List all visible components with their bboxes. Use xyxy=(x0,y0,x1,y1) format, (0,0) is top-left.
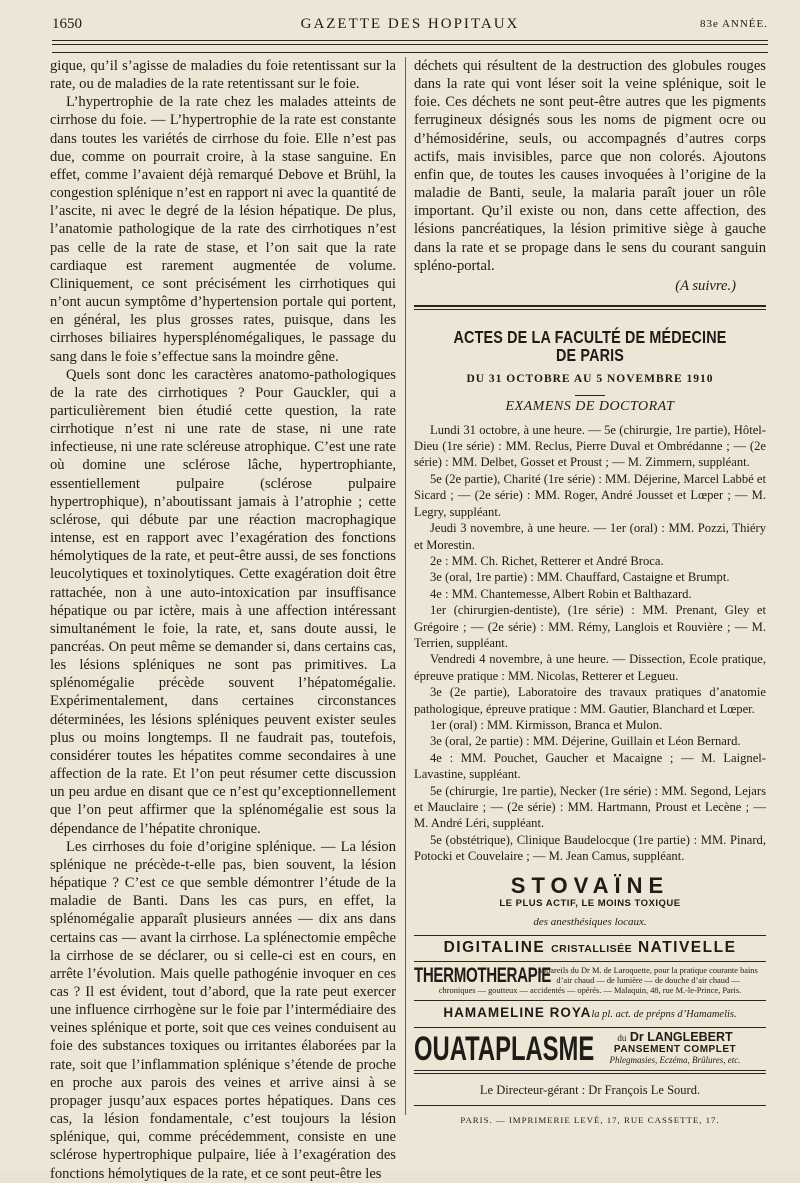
exam-entry: 3e (oral, 1re partie) : MM. Chauffard, Castaigne et Brumpt. xyxy=(430,570,730,585)
directeur-gerant: Le Directeur-gérant : Dr François Le Sourd. xyxy=(479,1083,701,1098)
ad-thermo-text-2: chroniques — goutteux — accidentés — opérés. — Malaquin, 48, rue M.-le-Prince, Paris. xyxy=(438,986,742,996)
advertisements xyxy=(414,872,766,1129)
ad-thermotherapie xyxy=(414,964,766,986)
page-number: 1650 xyxy=(52,16,82,32)
to-be-continued: (A suivre.) xyxy=(675,277,736,294)
exam-entry: 1er (oral) : MM. Kirmisson, Branca et Mulon. xyxy=(430,717,663,732)
ad-thermo-text: appareils du Dr M. de Laroquette, pour la pratique courante bains d’air chaud — de lumière — de douche d’air chaud — xyxy=(538,966,758,986)
printer-imprint: PARIS. — IMPRIMERIE LEVÉ, 17, RUE CASSETTE, 17. xyxy=(460,1114,720,1125)
ad-digitaline-b: CRISTALLISÉE xyxy=(551,943,633,956)
ad-hamameline-text: la pl. act. de prépns d’Hamamelis. xyxy=(591,1009,737,1021)
exam-entry: 3e (oral, 2e partie) : MM. Déjerine, Guillain et Léon Bernard. xyxy=(430,734,741,749)
ad-ouata-doctor: Dr LANGLEBERT xyxy=(629,1030,733,1045)
paragraph: gique, qu’il s’agisse de maladies du foie retentissant sur la rate, ou de maladies de la rate retentissant sur le foie. xyxy=(50,58,396,93)
exam-entry: 1er (chirurgien-dentiste), (1re série) : MM. Prenant, Gley et Grégoire ; — (2e série) : MM. Rémy, Langlois et Rouvière ; — M. Terrien, suppléant. xyxy=(414,603,766,650)
ad-ouataplasme xyxy=(414,1030,766,1068)
ad-rule xyxy=(414,961,766,962)
ad-digitaline-a: DIGITALINE xyxy=(443,939,546,957)
exam-entry: 4e : MM. Pouchet, Gaucher et Macaigne ; — M. Laignel-Lavastine, suppléant. xyxy=(414,750,766,782)
header-rule xyxy=(52,40,768,45)
right-column xyxy=(414,57,766,1129)
ad-ouata-line2: PANSEMENT COMPLET xyxy=(613,1044,737,1056)
exam-entry: 4e : MM. Chantemesse, Albert Robin et Balthazard. xyxy=(430,586,692,601)
exam-entry: 5e (2e partie), Charité (1re série) : MM. Déjerine, Marcel Labbé et Sicard ; — (2e série) : MM. Roger, André Jousset et Lœper ; — M. Legry, suppléant. xyxy=(414,471,766,519)
exam-entry: 5e (chirurgie, 1re partie), Necker (1re série) : MM. Segond, Lejars et Mauclaire ; — (2e série) : MM. Hartmann, Proust et Lecène ; — M. André Léri, suppléant. xyxy=(414,783,766,831)
ad-ouataplasme-title: OUATAPLASME xyxy=(414,1030,595,1069)
paragraph: Quels sont donc les caractères anatomo-pathologiques de la rate des cirrhotiques ? Pour Gauckler, qui a particulièrement bien étudié cette question, la rate cirrhotique n’est ni une rate de stase, ni une rate infectieuse, ni une rate scléreuse atrophique. C’est une rate où domine une sclérose lâche, hypertrophiante, essentiellement pulpaire (sclérose pulpaire hypertrophique), n’aboutissant jamais à l’atrophie ; cette sclérose, qui débute par une réaction macrophagique intense, est en rapport avec l’exagération des fonctions hémolytiques de la rate, et peut-être aussi, de ses fonctions leucolytiques et toxinolytiques. Cette exagération doit être rattachée, non à une auto-intoxication par insuffisance hépatique ou par ictère, mais à une affection intéressant simultanément le foie, la rate, et, sans doute aussi, le pancréas. On peut même se demander si, dans certains cas, les lésions spléniques ne sont pas primitives. La splénomégalie précède souvent l’hépatomégalie. Expérimentalement, dans certaines circonstances déterminées, les lésions spléniques peuvent exister seules plus ou moins longtemps. Il ne faudrait pas, toutefois, considérer toutes les hépatites comme secondaires à une affection de la rate. Et l’on peut résumer cette discussion un peu ardue en disant que ce n’est qu’exceptionnellement que l’on peut affirmer que la splénomégalie est sous la dépendance de l’hépatite chronique. xyxy=(50,366,396,837)
ad-ouata-du: du xyxy=(617,1033,627,1044)
exam-entry: Jeudi 3 novembre, à une heure. — 1er (oral) : MM. Pozzi, Thiéry et Morestin. xyxy=(414,521,766,552)
ad-rule xyxy=(414,1070,766,1071)
exam-list xyxy=(414,422,766,865)
ad-rule xyxy=(414,1105,766,1106)
exam-entry: Lundi 31 octobre, à une heure. — 5e (chirurgie, 1re partie), Hôtel-Dieu (1re série) : MM. Reclus, Pierre Duval et Ombrédanne ; — (2e série) : MM. Delbet, Gosset et Proust ; — M. Zimmern, suppléant. xyxy=(414,422,766,470)
section-rule xyxy=(414,305,766,310)
left-column xyxy=(50,57,396,1183)
ad-stovaine-tagline: LE PLUS ACTIF, LE MOINS TOXIQUE xyxy=(499,897,681,909)
exam-entry: Vendredi 4 novembre, à une heure. — Dissection, Ecole pratique, épreuve pratique : MM. Nicolas, Retterer et Legueu. xyxy=(414,652,766,683)
exam-heading: EXAMENS DE DOCTORAT xyxy=(505,398,675,414)
ad-rule xyxy=(414,1000,766,1001)
ad-ouata-line3: Phlegmasies, Eczéma, Brûlures, etc. xyxy=(609,1055,741,1066)
header-rule-thin xyxy=(52,52,768,53)
exam-entry: 3e (2e partie), Laboratoire des travaux pratiques d’anatomie pathologique, épreuve pratique : MM. Gautier, Blanchard et Lœper. xyxy=(414,685,766,716)
paragraph: Les cirrhoses du foie d’origine splénique. — La lésion splénique ne précède-t-elle pas, bien souvent, la lésion hépatique ? C’est ce que semble démontrer l’étude de la maladie de Banti. Dans les cas purs, en effet, la splénomégalie apparaît plusieurs années — dix ans dans certains cas — avant la cirrhose. La splénectomie empêche la cirrhose de se déclarer, ou si celle-ci est en cours, en arrête l’évolution. Mais quelle pathogénie invoquer en ces cas ? Il est évident, tout d’abord, que la rate peut exercer une influence cirrhogène sur le foie par l’intermédiaire des veines splénique et porte, soit que ces veines conduisent au foie des substances toxiques ou irritantes élaborées par la rate, soit que l’inflammation splénique s’étende de proche en proche aux parois des veines et arrive ainsi à se propager jusqu’aux espaces portes hépatiques. Dans ces cas, la lésion fondamentale, c’est toujours la lésion splénique, qui, comme précédemment, consiste en une sclérose hypertrophique pulpaire, liée à l’exagération des fonctions hémolytiques de la rate, et ce sont peut-être les xyxy=(50,838,396,1182)
ad-rule xyxy=(414,935,766,936)
ad-rule xyxy=(414,1027,766,1028)
paragraph: L’hypertrophie de la rate chez les malades atteints de cirrhose du foie. — L’hypertrophie de la rate est constante dans toutes les variétés de cirrhose du foie. Elle n’est pas due, comme on pourrait croire, à la stase sanguine. En effet, comme l’avaient déjà remarqué Debove et Brühl, la congestion splénique n’est en rapport ni avec la quantité de l’ascite, ni avec le degré de la lésion hépatique. De plus, l’anatomie pathologique de la rate des cirrhotiques n’est pas celle de la rate de stase, et l’on sait que la rate cardiaque est rarement augmentée de volume. Cliniquement, ce sont précisément les cirrhotiques qui n’ont aucun symptôme d’hypertension portale qui portent, en général, les plus grosses rates, puisque, dans les cirrhoses biliaires hypersplénomégaliques, le passage du sang dans le foie s’effectue sans la moindre gêne. xyxy=(50,94,396,365)
ad-thermo-title: THERMOTHERAPIE xyxy=(414,964,551,988)
ad-hamameline xyxy=(414,1003,766,1025)
exam-entry: 5e (obstétrique), Clinique Baudelocque (1re partie) : MM. Pinard, Potocki et Couvelaire ; — M. Jean Camus, suppléant. xyxy=(414,832,766,864)
year-label: 83e ANNÉE. xyxy=(699,18,768,30)
ad-stovaine-tagline-2: des anesthésiques locaux. xyxy=(533,915,647,928)
ad-hamameline-title: HAMAMELINE ROYA xyxy=(443,1005,592,1021)
journal-title: GAZETTE DES HOPITAUX xyxy=(300,16,520,32)
ad-digitaline xyxy=(414,938,766,959)
page-header xyxy=(52,14,768,42)
short-rule xyxy=(575,395,605,396)
column-divider xyxy=(405,57,406,1115)
ad-stovaine: STOVAÏNE xyxy=(510,872,670,898)
ad-digitaline-c: NATIVELLE xyxy=(637,939,737,957)
exam-entry: 2e : MM. Ch. Richet, Retterer et André Broca. xyxy=(430,553,664,568)
section-subtitle: DU 31 OCTOBRE AU 5 NOVEMBRE 1910 xyxy=(466,373,714,386)
section-title: ACTES DE LA FACULTÉ DE MÉDECINE DE PARIS xyxy=(453,327,727,366)
ad-rule-thin xyxy=(414,1073,766,1074)
ad-ouataplasme-details xyxy=(584,1032,766,1066)
paragraph: déchets qui résultent de la destruction des globules rouges dans la rate qui vont léser soit la veine splénique, soit le foie. Ces déchets ne sont peut-être autres que les pigments ferrugineux désignés sous les noms de pigment ocre ou d’hémosidérine, seuls, ou accompagnés d’autres corps actifs, mais invisibles, parce que non colorés. Ajoutons enfin que, de toutes les causes invoquées à l’origine de la maladie de Banti, seule, la malaria paraît jouer un rôle important. Qu’il existe ou non, dans cette affection, des lésions pancréatiques, la lésion primitive siège à gauche dans la rate et se propage dans le sens du courant sanguin spléno-portal. xyxy=(414,58,766,274)
